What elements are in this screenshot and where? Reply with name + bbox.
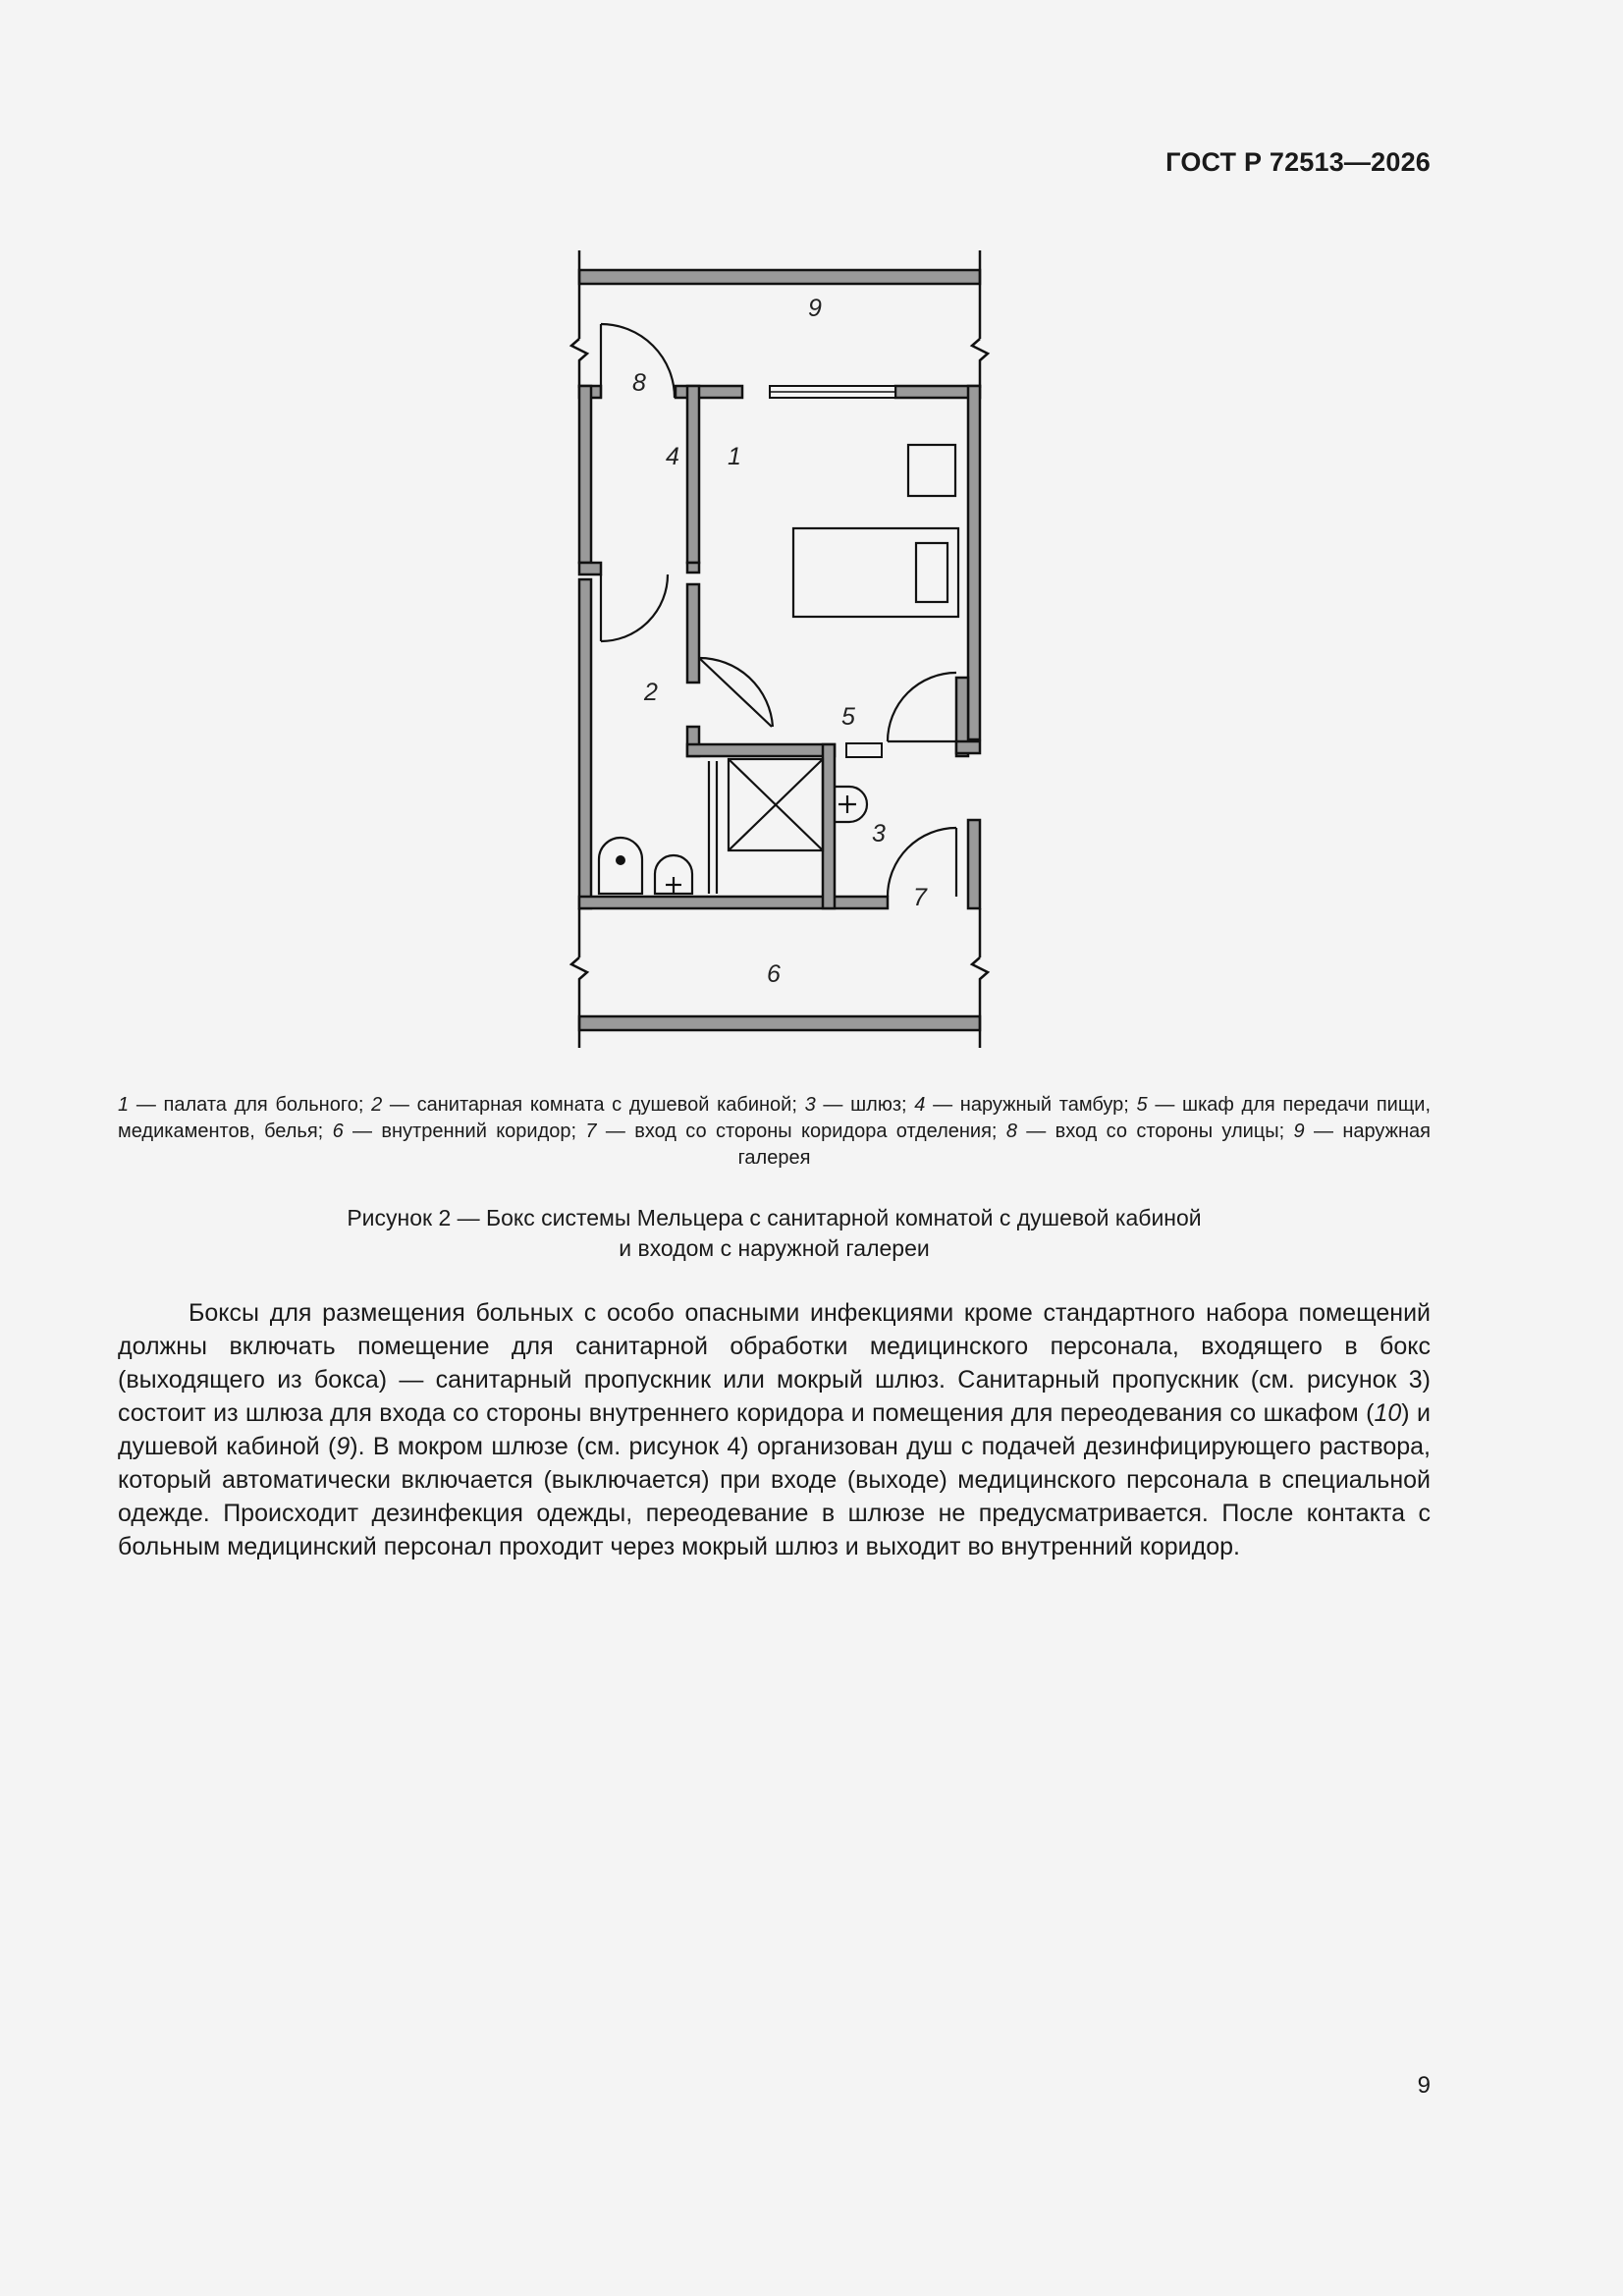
box-walls	[579, 386, 980, 908]
window	[770, 386, 895, 398]
label-1: 1	[728, 443, 741, 470]
legend-text-5: — шкаф для передачи пищи, медикаментов, белья;	[118, 1094, 1431, 1142]
toilet	[599, 838, 642, 894]
legend-num-8: 8	[1005, 1121, 1017, 1142]
legend-num-1: 1	[118, 1094, 130, 1116]
outer-gallery-walls	[571, 250, 988, 388]
figure-caption	[118, 1203, 1431, 1264]
page-number: 9	[1417, 2072, 1431, 2099]
figure-legend	[118, 1092, 1431, 1172]
door-4-2-swing	[601, 574, 668, 641]
washbasin	[655, 855, 692, 894]
paragraph-ref-9: 9	[336, 1433, 351, 1460]
floor-plan-figure	[550, 241, 1001, 1056]
document-id: ГОСТ Р 72513—2026	[1165, 147, 1431, 177]
label-4: 4	[666, 443, 679, 470]
label-8: 8	[632, 369, 646, 397]
bed	[793, 528, 958, 617]
paragraph-ref-10: 10	[1374, 1399, 1402, 1427]
legend-text-8: — вход со стороны улицы;	[1016, 1121, 1294, 1142]
label-7: 7	[913, 884, 927, 911]
label-9: 9	[808, 295, 822, 322]
legend-num-2: 2	[371, 1094, 383, 1116]
caption-line-1: Рисунок 2 — Бокс системы Мельцера с санитарной комнатой с душевой кабиной	[347, 1205, 1202, 1230]
shower-cabin	[709, 759, 823, 894]
legend-num-9: 9	[1293, 1121, 1305, 1142]
label-6: 6	[767, 960, 781, 988]
body-paragraph	[118, 1296, 1431, 1563]
label-3: 3	[872, 820, 886, 847]
legend-num-6: 6	[332, 1121, 344, 1142]
paragraph-part-3: ). В мокром шлюзе (см. рисунок 4) организован душ с подачей дезинфицирующего раствора, который автоматически включается (выключается) при входе (выходе) медицинского персонала в специальной одежде. Происходит дезинфекция одежды, переодевание в шлюзе не предусматривается. После контакта с больным медицинский персонал проходит через мокрый шлюз и выходит во внутренний коридор.	[118, 1433, 1432, 1560]
legend-text-1: — палата для больного;	[129, 1094, 372, 1116]
sluice-washbasin	[835, 787, 867, 822]
label-5: 5	[841, 703, 855, 731]
legend-num-4: 4	[914, 1094, 926, 1116]
door-2-1-swing	[699, 658, 773, 727]
legend-text-2: — санитарная комната с душевой кабиной;	[382, 1094, 805, 1116]
caption-line-2: и входом с наружной галереи	[619, 1235, 930, 1261]
paragraph-part-2: ) и душевой кабиной (	[118, 1399, 1431, 1460]
legend-text-4: — наружный тамбур;	[925, 1094, 1137, 1116]
legend-num-3: 3	[804, 1094, 816, 1116]
floor-plan-drawing	[550, 241, 1001, 1056]
legend-num-5: 5	[1136, 1094, 1148, 1116]
pass-through-cabinet	[846, 743, 882, 757]
legend-text-9: — наружная галерея	[737, 1121, 1432, 1169]
paragraph-part-1: Боксы для размещения больных с особо опасными инфекциями кроме стандартного набора помещений должны включать помещение для санитарной обработки медицинского персонала, входящего в бокс (выходящего из бокса) — санитарный пропускник или мокрый шлюз. Санитарный пропускник (см. рисунок 3) состоит из шлюза для входа со стороны внутреннего коридора и помещения для переодевания со шкафом (	[118, 1299, 1431, 1427]
bedside-table	[908, 445, 955, 496]
legend-text-6: — внутренний коридор;	[343, 1121, 586, 1142]
door-1-3-swing	[888, 673, 956, 741]
legend-num-7: 7	[585, 1121, 597, 1142]
legend-text-7: — вход со стороны коридора отделения;	[596, 1121, 1006, 1142]
label-2: 2	[644, 679, 658, 706]
legend-text-3: — шлюз;	[815, 1094, 915, 1116]
